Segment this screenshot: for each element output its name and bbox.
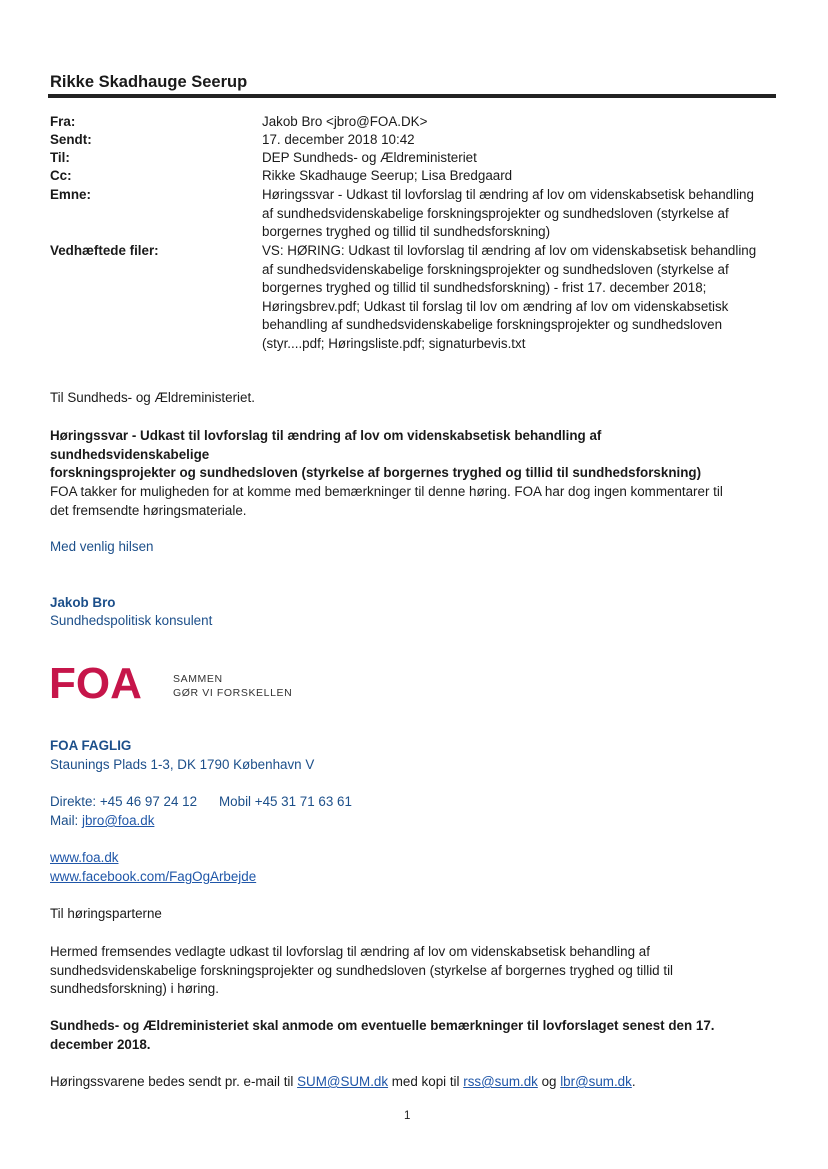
cc-label: Cc: xyxy=(50,168,72,183)
response-title xyxy=(50,427,762,483)
closing: Med venlig hilsen xyxy=(50,539,154,554)
website-line xyxy=(50,849,762,868)
header-divider xyxy=(48,94,776,98)
forward-deadline-line: Sundheds- og Ældreministeriet skal anmode om eventuelle bemærkninger til lovforslaget senest den 17. xyxy=(50,1018,715,1033)
salutation: Til Sundheds- og Ældreministeriet. xyxy=(50,390,255,405)
to-label: Til: xyxy=(50,150,70,165)
signature-title: Sundhedspolitisk konsulent xyxy=(50,613,213,628)
attachments-line: Høringsbrev.pdf; Udkast til forslag til lov om ændring af lov om videnskabsetisk xyxy=(262,298,729,314)
from-value: Jakob Bro <jbro@FOA.DK> xyxy=(262,114,428,129)
foa-logo-text: FOA xyxy=(49,664,142,702)
reply-and: og xyxy=(537,1074,561,1089)
org-address: Staunings Plads 1-3, DK 1790 København V xyxy=(50,757,315,772)
foa-tagline xyxy=(173,672,292,700)
mail-line xyxy=(50,812,762,831)
direct-phone: Direkte: +45 46 97 24 12 xyxy=(50,794,198,809)
forward-greeting: Til høringsparterne xyxy=(50,906,162,921)
mobile-phone: Mobil +45 31 71 63 61 xyxy=(219,794,352,809)
reply-link-sum[interactable]: SUM@SUM.dk xyxy=(297,1074,389,1089)
forward-deadline xyxy=(50,1017,762,1054)
reply-link-lbr[interactable]: lbr@sum.dk xyxy=(560,1074,632,1089)
org-name: FOA FAGLIG xyxy=(50,738,132,753)
signature-name: Jakob Bro xyxy=(50,595,116,610)
sent-label: Sendt: xyxy=(50,132,92,147)
reply-link-rss[interactable]: rss@sum.dk xyxy=(463,1074,538,1089)
mail-link[interactable]: jbro@foa.dk xyxy=(82,813,155,828)
website-link[interactable]: www.foa.dk xyxy=(50,850,119,865)
response-line: det fremsendte høringsmateriale. xyxy=(50,502,247,518)
phone-line xyxy=(50,793,762,812)
cc-value: Rikke Skadhauge Seerup; Lisa Bredgaard xyxy=(262,168,513,183)
page-number: 1 xyxy=(404,1110,411,1122)
sender-name: Rikke Skadhauge Seerup xyxy=(50,73,248,91)
subject-label: Emne: xyxy=(50,187,91,202)
foa-logo xyxy=(49,664,161,708)
subject-line: Høringssvar - Udkast til lovforslag til ændring af lov om videnskabsetisk behandling xyxy=(262,187,754,202)
from-label: Fra: xyxy=(50,114,76,129)
forward-intro-line: Hermed fremsendes vedlagte udkast til lovforslag til ændring af lov om videnskabsetisk behandling af xyxy=(50,944,650,959)
reply-mid: med kopi til xyxy=(388,1074,464,1089)
to-value: DEP Sundheds- og Ældreministeriet xyxy=(262,150,477,165)
attachments-line: borgernes tryghed og tillid til sundhedsforskning) - frist 17. december 2018; xyxy=(262,280,707,295)
forward-intro xyxy=(50,943,762,999)
attachments-label: Vedhæftede filer: xyxy=(50,243,159,258)
sent-value: 17. december 2018 10:42 xyxy=(262,132,415,147)
response-title-line: Høringssvar - Udkast til lovforslag til ændring af lov om videnskabsetisk behandling af sundhedsvidenskabelige xyxy=(50,428,602,462)
response-line: FOA takker for muligheden for at komme med bemærkninger til denne høring. FOA har dog ingen kommentarer til xyxy=(50,484,723,499)
forward-reply-line xyxy=(50,1073,762,1092)
facebook-link[interactable]: www.facebook.com/FagOgArbejde xyxy=(50,869,257,884)
foa-logo-mark xyxy=(49,664,161,702)
attachments-line: behandling af sundhedsvidenskabelige forskningsprojekter og sundhedsloven xyxy=(262,317,723,332)
subject-line: af sundhedsvidenskabelige forskningsprojekter og sundhedsloven (styrkelse af xyxy=(262,205,729,221)
attachments-line: VS: HØRING: Udkast til lovforslag til ændring af lov om videnskabsetisk behandling xyxy=(262,243,757,258)
tagline-line: GØR VI FORSKELLEN xyxy=(173,687,293,699)
attachments-value xyxy=(262,242,772,353)
facebook-line xyxy=(50,868,762,887)
mail-label: Mail: xyxy=(50,813,82,828)
reply-prefix: Høringssvarene bedes sendt pr. e-mail til xyxy=(50,1074,298,1089)
subject-value xyxy=(262,186,772,242)
response-text xyxy=(50,483,762,520)
forward-intro-line: sundhedsvidenskabelige forskningsprojekter og sundhedsloven (styrkelse af borgernes tryghed og tillid til xyxy=(50,962,674,978)
reply-end: . xyxy=(631,1074,636,1089)
attachments-line: (styr....pdf; Høringsliste.pdf; signaturbevis.txt xyxy=(262,335,526,351)
tagline-line: SAMMEN xyxy=(173,673,223,685)
forward-deadline-line: december 2018. xyxy=(50,1036,151,1052)
response-title-line: forskningsprojekter og sundhedsloven (styrkelse af borgernes tryghed og tillid til sundhedsforskning) xyxy=(50,465,702,480)
attachments-line: af sundhedsvidenskabelige forskningsprojekter og sundhedsloven (styrkelse af xyxy=(262,261,729,277)
subject-line: borgernes tryghed og tillid til sundhedsforskning) xyxy=(262,224,551,239)
forward-intro-line: sundhedsforskning) i høring. xyxy=(50,981,219,996)
